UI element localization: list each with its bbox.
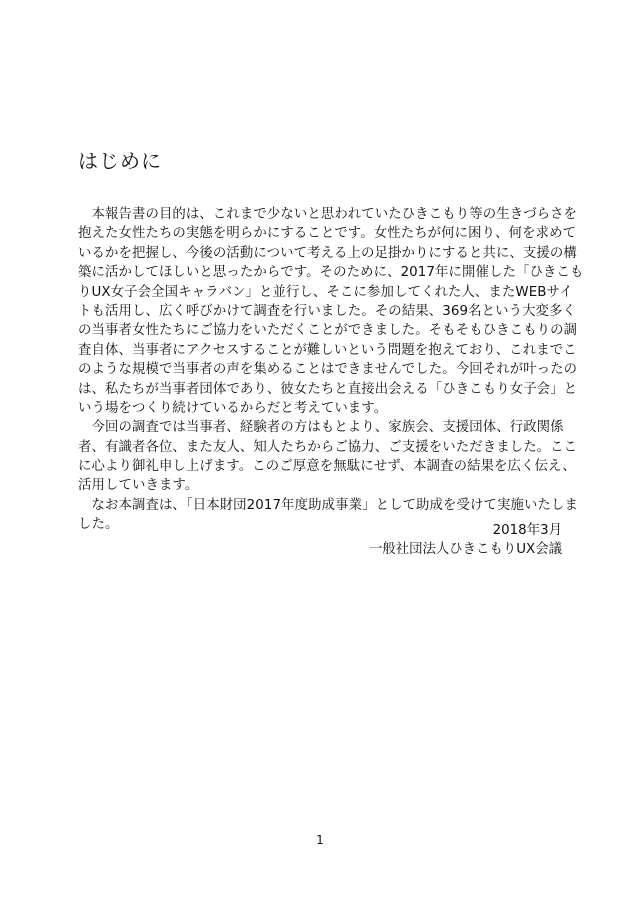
body-line: 本報告書の目的は、これまで少ないと思われていたひきこもり等の生きづらさを xyxy=(78,207,578,222)
body-line: の当事者女性たちにご協力をいただくことができました。そもそもひきこもりの調 xyxy=(78,323,578,339)
body-line: なお本調査は、「日本財団2017年度助成事業」として助成を受けて実施いたしま xyxy=(78,497,578,513)
body-line: に心より御礼申し上げます。このご厚意を無駄にせず、本調査の結果を広く伝え、 xyxy=(78,459,576,475)
page-title: はじめに xyxy=(78,149,162,173)
body-line: りUX女子会全国キャラバン」と並行し、そこに参加してくれた人、またWEBサイ xyxy=(78,284,573,300)
signature-block xyxy=(369,521,562,560)
body-line: 査自体、当事者にアクセスすることが難しいという問題を抱えており、これまでこ xyxy=(78,342,577,358)
body-line: のような規模で当事者の声を集めることはできませんでした。今回それが叶ったの xyxy=(78,362,578,378)
body-line: 今回の調査では当事者、経験者の方はもとより、家族会、支援団体、行政関係 xyxy=(78,420,564,436)
page-number: 1 xyxy=(316,833,324,847)
body-line: いるかを把握し、今後の活動について考える上の足掛かりにすると共に、支援の構 xyxy=(78,245,577,261)
date-text: 2018年3月 xyxy=(492,523,562,538)
body-line: 抱えた女性たちの実態を明らかにすることです。女性たちが何に困り、何を求めて xyxy=(78,226,577,242)
body-line: は、私たちが当事者団体であり、彼女たちと直接出会える「ひきこもり女子会」と xyxy=(78,381,578,397)
body-line: 活用していきます。 xyxy=(78,478,199,494)
body-text xyxy=(78,205,584,535)
body-line: した。 xyxy=(78,517,119,533)
organization-name: 一般社団法人ひきこもりUX会議 xyxy=(368,542,562,558)
body-line: いう場をつくり続けているからだと考えています。 xyxy=(78,400,388,416)
body-line: 者、有識者各位、また友人、知人たちからご協力、ご支援をいただきました。ここ xyxy=(78,439,578,455)
body-line: 築に活かしてほしいと思ったからです。そのために、2017年に開催した「ひきこも xyxy=(78,265,584,281)
body-line: トも活用し、広く呼びかけて調査を行いました。その結果、369名という大変多く xyxy=(78,303,577,319)
